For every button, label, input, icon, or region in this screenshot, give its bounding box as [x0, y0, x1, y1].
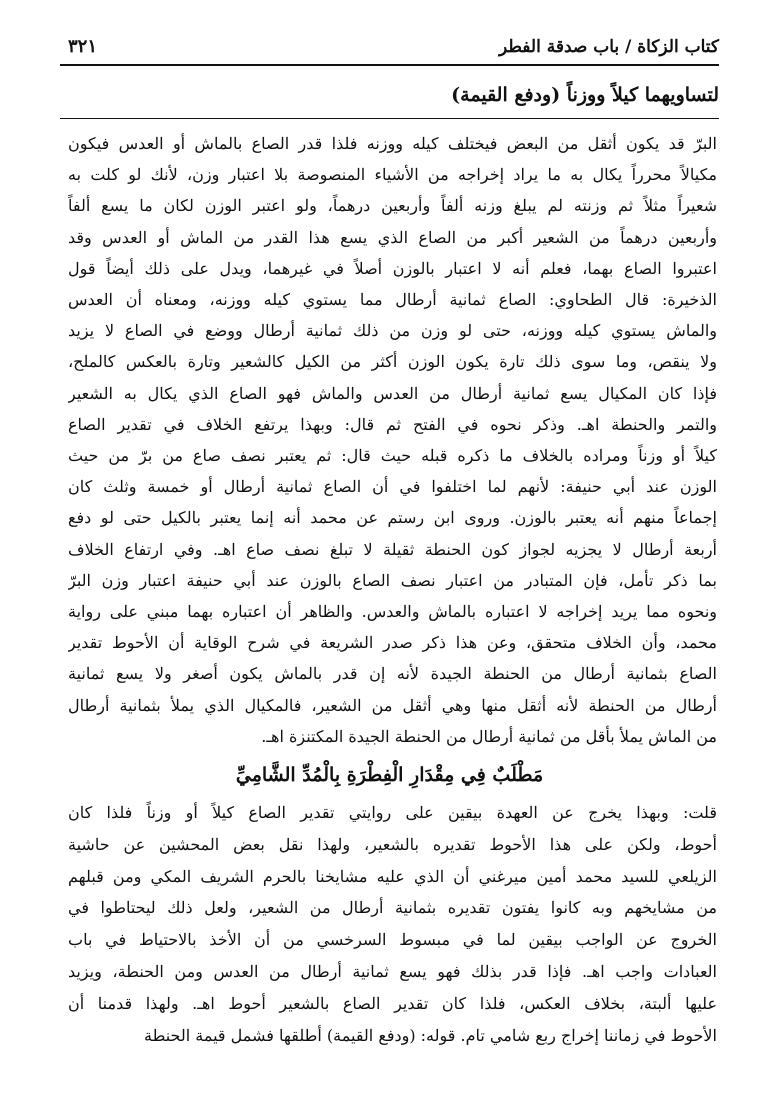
commentary-block-1: [68, 128, 717, 752]
text-line: ولا ينقص، وما سوى ذلك تارة يكون الوزن أكثر من الكيل كالشعير وتارة بالعكس كالملح،: [68, 352, 717, 372]
matn-divider: [60, 118, 719, 119]
text-line: العبادات واجب اهـ. فإذا قدر بذلك فهو يسع ثمانية أرطال من العدس ومن الحنطة، ويزيد: [68, 961, 717, 981]
text-line: محمد، وأن الخلاف متحقق، وعن هذا ذكر صدر الشريعة في شرح الوقاية أن الأحوط تقدير: [68, 633, 717, 653]
text-line: كيلاً أو وزناً ومراده بالخلاف ما ذكره قبله حيث قال: ثم يعتبر نصف صاع من برّ من حيث: [68, 446, 717, 466]
text-line: ونحوه مما يريد إخراجه لا اعتباره بالماش والعدس. والظاهر أن اعتباره بهما مبني على رواية: [68, 602, 717, 622]
text-line: الصاع بثمانية أرطال من الحنطة الجيدة لأنه إن قدر بالماش يكون أصغر ولا يسع ثمانية: [68, 664, 717, 684]
text-line: اعتبروا الصاع بهما، فعلم أنه لا اعتبار بالوزن أصلاً في غيرهما، ويدل على ذلك أيضاً قول: [68, 258, 717, 278]
text-line: أرطال من الحنطة لأنه أثقل منها وهي أثقل من الشعير، فالمكيال الذي يملأ بثمانية أرطال: [68, 695, 717, 715]
text-line: والماش يستوي كيله ووزنه، حتى لو وزن من ذلك ثمانية أرطال ووضع في الصاع لا يزيد: [68, 321, 717, 341]
text-line: الأحوط في زماننا إخراج ربع شامي تام. قوله: (ودفع القيمة) أطلقها فشمل قيمة الحنطة: [143, 1025, 717, 1045]
text-line: إجماعاً منهم أنه يعتبر بالوزن. وروى ابن رستم عن محمد أنه إنما يعتبر بالكيل حتى لو دفع: [68, 508, 717, 528]
page-number: ٣٢١: [68, 36, 98, 57]
text-line: من مشايخهم وبه كانوا يفتون تقديره بثمانية أرطال من الشعير، ولعل ذلك ليحتاطوا في: [68, 898, 717, 918]
text-line: شعيراً مثلاً ثم وزنته لم يبلغ وزنه ألفاً وأربعين درهماً، ولو اعتبر الوزن لكان ما يسع ألفاً: [68, 196, 717, 216]
header-divider: [60, 64, 719, 66]
commentary-block-2: [68, 797, 717, 1051]
text-line: أربعة أرطال لا يجزيه لجواز كون الحنطة ثقيلة لا تبلغ نصف صاع اهـ. وفي ارتفاع الخلاف: [68, 539, 717, 559]
text-line: الوزن عند أبي حنيفة: لأنهم لما اختلفوا في أن الصاع ثمانية أرطال أو خمسة وثلث كان: [68, 477, 717, 497]
text-line: وأربعين درهماً من الشعير أكبر من الصاع الذي يسع هذا القدر من الماش أو العدس وقد: [68, 227, 717, 247]
text-line: والتمر والحنطة اهـ. وذكر نحوه في الفتح ثم قال: وبهذا يرتفع الخلاف في تقدير الصاع: [68, 414, 717, 434]
text-line: بما ذكر تأمل، فإن المتبادر من اعتبار نصف الصاع بالوزن عند أبي حنيفة اعتبار وزن البرّ: [68, 570, 717, 590]
text-line: الخروج عن الواجب بيقين لما في مبسوط السرخسي من أن الأخذ بالاحتياط في باب: [68, 930, 717, 950]
chapter-title: كتاب الزكاة / باب صدقة الفطر: [498, 37, 719, 57]
text-line: عليها ألبتة، بخلاف العكس، فلذا كان تقدير الصاع بالشعير أحوط اهـ. ولهذا قدمنا أن: [68, 993, 717, 1013]
text-line: الذخيرة: قال الطحاوي: الصاع ثمانية أرطال مما يستوي كيله ووزنه، ومعناه أن العدس: [68, 290, 717, 310]
running-header: [60, 32, 719, 62]
text-line: مكيالاً محرراً يكال به ما يراد إخراجه من الأشياء المنصوصة بلا اعتبار وزن، لأنك لو كلت به: [68, 165, 717, 185]
text-line: البرّ قد يكون أثقل من البعض فيختلف كيله ووزنه فلذا قدر الصاع بالماش أو العدس فيكون: [68, 134, 717, 153]
text-line: قلت: وبهذا يخرج عن العهدة بيقين على روايتي تقدير الصاع كيلاً أو وزناً فلذا كان: [68, 803, 717, 822]
text-line: أحوط، ولكن على هذا الأحوط تقديره بالشعير، ولهذا نقل بعض المحشين عن حاشية: [68, 834, 717, 854]
text-line: الزيلعي للسيد محمد أمين ميرغني أن الذي عليه مشايخنا بالحرم الشريف المكي ومن قبلهم: [68, 866, 717, 886]
text-line: من الماش يملأ بأقل من ثمانية أرطال من الحنطة الجيدة المكتنزة اهـ.: [261, 726, 717, 746]
section-heading: مَطْلَبٌ فِي مِقْدَارِ الْفِطْرَةِ بِالْمُدِّ الشَّامِيِّ: [235, 764, 544, 786]
text-line: فإذا كان المكيال يسع ثمانية أرطال من العدس والماش فهو الصاع الذي يكال به الشعير: [68, 383, 717, 403]
matn-text: لتساويهما كيلاً ووزناً (ودفع القيمة): [451, 84, 719, 106]
